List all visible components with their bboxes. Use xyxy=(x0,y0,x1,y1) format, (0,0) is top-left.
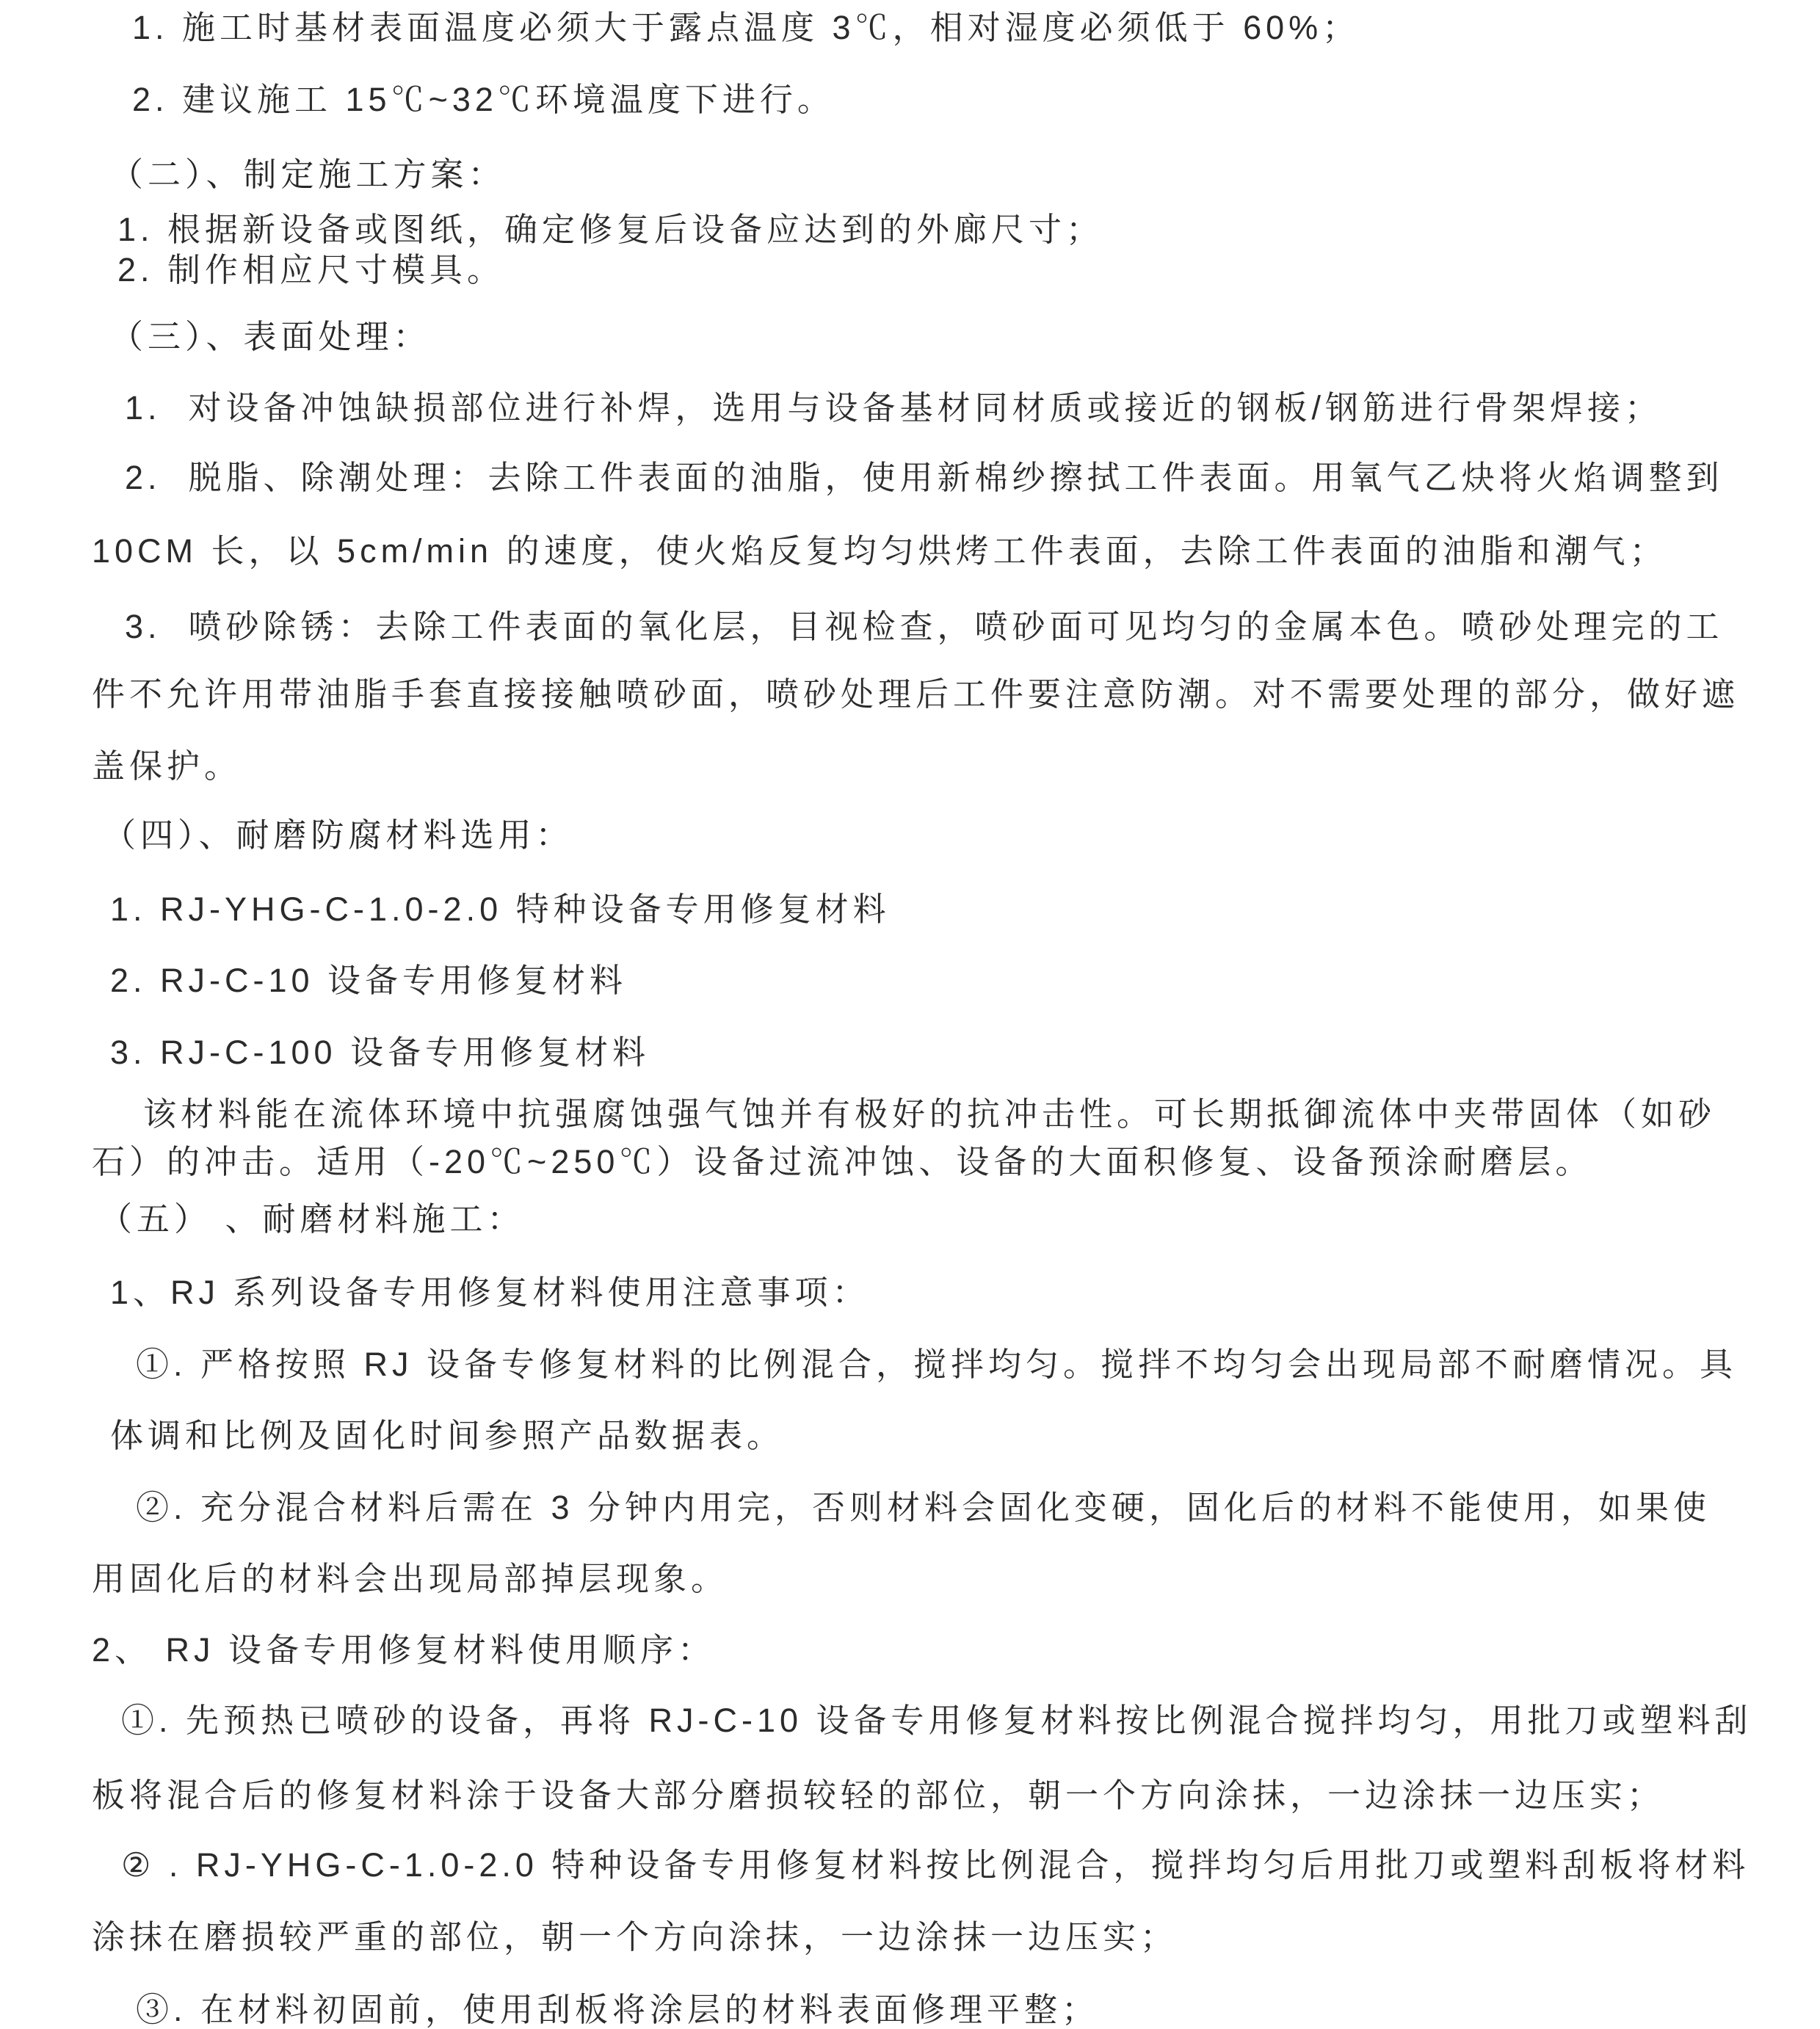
text-line: 2. 建议施工 15℃~32℃环境温度下进行。 xyxy=(132,81,835,118)
text-line: 2. 脱脂、除潮处理：去除工件表面的油脂，使用新棉纱擦拭工件表面。用氧气乙炔将火焰调整到 xyxy=(125,459,1724,496)
section-heading: （五） 、耐磨材料施工： xyxy=(99,1200,525,1238)
text-line: 2. 制作相应尺寸模具。 xyxy=(117,251,505,288)
text-line: ② . RJ-YHG-C-1.0-2.0 特种设备专用修复材料按比例混合，搅拌均匀后用批刀或塑料刮板将材料 xyxy=(121,1846,1750,1884)
text-line: 用固化后的材料会出现局部掉层现象。 xyxy=(92,1560,729,1597)
section-heading: （四）、耐磨防腐材料选用： xyxy=(103,816,573,854)
text-line: ②. 充分混合材料后需在 3 分钟内用完，否则材料会固化变硬，固化后的材料不能使用，如果使 xyxy=(136,1489,1711,1526)
text-line: ③. 在材料初固前，使用刮板将涂层的材料表面修理平整； xyxy=(136,1991,1100,2028)
text-line: 石）的冲击。适用（-20℃~250℃）设备过流冲蚀、设备的大面积修复、设备预涂耐磨层。 xyxy=(92,1143,1593,1180)
text-line: 1. RJ-YHG-C-1.0-2.0 特种设备专用修复材料 xyxy=(110,890,891,928)
text-line: 2. RJ-C-10 设备专用修复材料 xyxy=(110,962,628,999)
text-line: 1. 对设备冲蚀缺损部位进行补焊，选用与设备基材同材质或接近的钢板/钢筋进行骨架焊接； xyxy=(125,389,1663,427)
text-line: 板将混合后的修复材料涂于设备大部分磨损较轻的部位，朝一个方向涂抹，一边涂抹一边压实； xyxy=(92,1776,1665,1814)
text-line: 3. RJ-C-100 设备专用修复材料 xyxy=(110,1034,650,1071)
text-line: 10CM 长，以 5cm/min 的速度，使火焰反复均匀烘烤工件表面，去除工件表面的油脂和潮气； xyxy=(92,532,1667,570)
text-line: ①. 先预热已喷砂的设备，再将 RJ-C-10 设备专用修复材料按比例混合搅拌均匀，用批刀或塑料刮 xyxy=(121,1702,1752,1739)
text-line: 1. 施工时基材表面温度必须大于露点温度 3℃，相对湿度必须低于 60%； xyxy=(132,9,1360,46)
text-line: 涂抹在磨损较严重的部位，朝一个方向涂抹，一边涂抹一边压实； xyxy=(92,1918,1178,1956)
text-line: 1、RJ 系列设备专用修复材料使用注意事项： xyxy=(110,1274,870,1311)
text-line: 体调和比例及固化时间参照产品数据表。 xyxy=(110,1417,785,1454)
text-line: 件不允许用带油脂手套直接接触喷砂面，喷砂处理后工件要注意防潮。对不需要处理的部分，做好遮 xyxy=(92,675,1740,713)
section-heading: （三）、表面处理： xyxy=(110,318,431,355)
text-line: 3. 喷砂除锈：去除工件表面的氧化层，目视检查，喷砂面可见均匀的金属本色。喷砂处理完的工 xyxy=(125,608,1724,645)
text-line: 1. 根据新设备或图纸，确定修复后设备应达到的外廊尺寸； xyxy=(117,211,1104,248)
section-heading: （二）、制定施工方案： xyxy=(110,156,506,193)
text-line: 该材料能在流体环境中抗强腐蚀强气蚀并有极好的抗冲击性。可长期抵御流体中夹带固体（如砂 xyxy=(143,1095,1716,1133)
text-line: 2、 RJ 设备专用修复材料使用顺序： xyxy=(92,1631,716,1669)
text-line: 盖保护。 xyxy=(92,747,242,785)
text-line: ①. 严格按照 RJ 设备专修复材料的比例混合，搅拌均匀。搅拌不均匀会出现局部不耐磨情况。具 xyxy=(136,1346,1738,1383)
